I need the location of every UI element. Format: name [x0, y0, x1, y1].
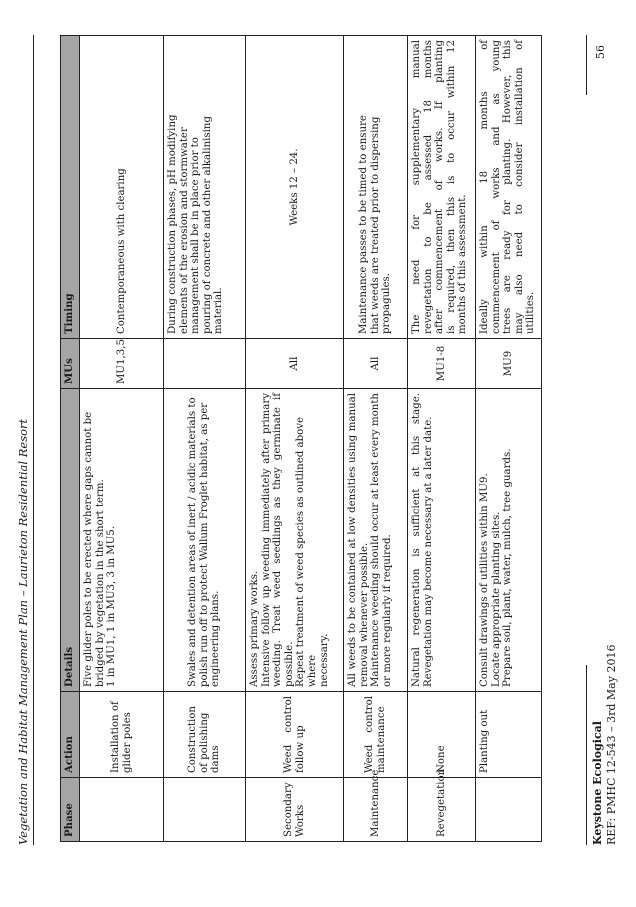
phase-cell: Maintenance: [344, 778, 408, 842]
phase-cell: Secondary Works: [246, 778, 344, 842]
mus-cell: All: [344, 339, 408, 389]
details-line: bridged by vegetation in the short term.: [94, 479, 106, 687]
header-divider: [33, 35, 34, 845]
mus-cell: MU1,3,5: [80, 339, 164, 389]
footer-divider: [586, 665, 587, 845]
details-line: All weeds to be contained at low densities using manual: [347, 393, 358, 687]
column-header-timing: Timing: [61, 36, 80, 339]
column-header-details: Details: [61, 389, 80, 692]
details-line: polish run off to protect Wallum Froglet habitat, as per: [198, 402, 210, 687]
timing-line: commencement of works and as young: [490, 40, 502, 334]
page-number: 56: [594, 45, 607, 59]
phase-cell: [164, 778, 246, 842]
timing-line: pouring of concrete and other alkalinising: [201, 116, 213, 334]
timing-line: Maintenance passes to be timed to ensure: [358, 115, 370, 334]
timing-line: material.: [213, 287, 225, 334]
details-line: Prepare soil, plant, water, mulch, tree guards.: [502, 448, 514, 687]
timing-cell: [164, 36, 246, 339]
timing-line: Ideally within 18 months of: [479, 40, 490, 334]
table-row: [476, 36, 542, 842]
column-header-mus: MUs: [61, 339, 80, 389]
details-line: Intensive follow up weeding immediately after primary: [260, 393, 272, 687]
timing-line: trees are ready for planting. However, this: [502, 40, 514, 334]
table-row: [80, 36, 164, 842]
timing-line: months of this assessment.: [457, 194, 469, 334]
table-row: [408, 36, 476, 842]
phase-cell: [476, 778, 542, 842]
timing-line: is required, then this is to occur within 12: [445, 40, 457, 334]
action-line: Weed control: [282, 696, 294, 773]
timing-line: elements of the erosion and stormwater: [178, 127, 190, 334]
action-line: Weed control: [363, 696, 375, 773]
management-table: [60, 35, 542, 842]
timing-line: utilities.: [525, 291, 537, 334]
mus-cell: MU9: [476, 339, 542, 389]
details-line: Assess primary works.: [249, 570, 260, 687]
table-row: [344, 36, 408, 842]
details-line: Locate appropriate planting sites.: [490, 511, 502, 687]
timing-cell: [476, 36, 542, 339]
table-row: [164, 36, 246, 842]
details-line: 1 in MU1, 1 in MU3, 3 in MU5.: [106, 525, 118, 687]
details-line: Five glider poles to be erected where gaps cannot be: [83, 411, 94, 687]
details-cell: [408, 389, 476, 692]
timing-line: The need for supplementary manual: [411, 40, 422, 334]
details-line: Revegetation may become necessary at a later date.: [422, 416, 434, 687]
document-header-title: Vegetation and Habitat Management Plan – Laurieton Residential Resort: [16, 418, 30, 845]
details-line: Consult drawings of utilities within MU9.: [479, 473, 490, 687]
footer-reference: REF: PMHC 12-543 – 3rd May 2016: [605, 644, 618, 845]
details-line: weeding. Treat weed seedlings as they germinate if: [272, 393, 284, 687]
action-cell: Construction of polishing dams: [164, 692, 246, 778]
timing-line: revegetation to be assessed 18 months: [422, 40, 434, 334]
action-cell: None: [408, 692, 476, 778]
details-line: Maintenance weeding should occur at least every month: [370, 393, 382, 687]
column-header-phase: Phase: [61, 778, 80, 842]
phase-cell: [80, 778, 164, 842]
phase-cell: Revegetation: [408, 778, 476, 842]
timing-line: During construction phases, pH modifying: [167, 114, 178, 334]
action-cell: Installation of glider poles: [80, 692, 164, 778]
table-header-row: [61, 36, 80, 842]
timing-line: management shall be in place prior to: [190, 137, 202, 334]
details-cell: [246, 389, 344, 692]
details-cell: [344, 389, 408, 692]
details-line: or more regularly if required.: [381, 534, 393, 687]
timing-cell: [408, 36, 476, 339]
table-row: [246, 36, 344, 842]
timing-line: may also need to consider installation of: [513, 40, 525, 334]
details-line: possible.: [283, 641, 295, 687]
footer-page-divider: [586, 35, 587, 95]
details-line: removal whenever possible.: [358, 542, 370, 687]
details-cell: [80, 389, 164, 692]
timing-cell: Weeks 12 – 24.: [246, 36, 344, 339]
column-header-action: Action: [61, 692, 80, 778]
action-cell: Planting out: [476, 692, 542, 778]
action-cell: [344, 692, 408, 778]
details-line: Repeat treatment of weed species as outlined above where: [295, 416, 318, 687]
timing-line: that weeds are treated prior to dispersing: [369, 116, 381, 334]
mus-cell: MU1-8: [408, 339, 476, 389]
details-cell: [164, 389, 246, 692]
details-line: Natural regeneration is sufficient at this stage.: [411, 393, 422, 687]
mus-cell: All: [246, 339, 344, 389]
timing-line: propagules.: [381, 273, 393, 334]
action-cell: [246, 692, 344, 778]
action-line: follow up: [294, 725, 306, 773]
footer-company: Keystone Ecological: [591, 721, 604, 845]
mus-cell: [164, 339, 246, 389]
details-line: Swales and detention areas of inert / acidic materials to: [187, 397, 199, 687]
details-cell: [476, 389, 542, 692]
details-line: engineering plans.: [210, 590, 222, 687]
timing-cell: [344, 36, 408, 339]
details-line: necessary.: [318, 633, 330, 687]
timing-cell: Contemporaneous with clearing: [80, 36, 164, 339]
action-line: maintenance: [375, 706, 387, 773]
timing-line: after commencement of works. If planting: [434, 40, 446, 334]
